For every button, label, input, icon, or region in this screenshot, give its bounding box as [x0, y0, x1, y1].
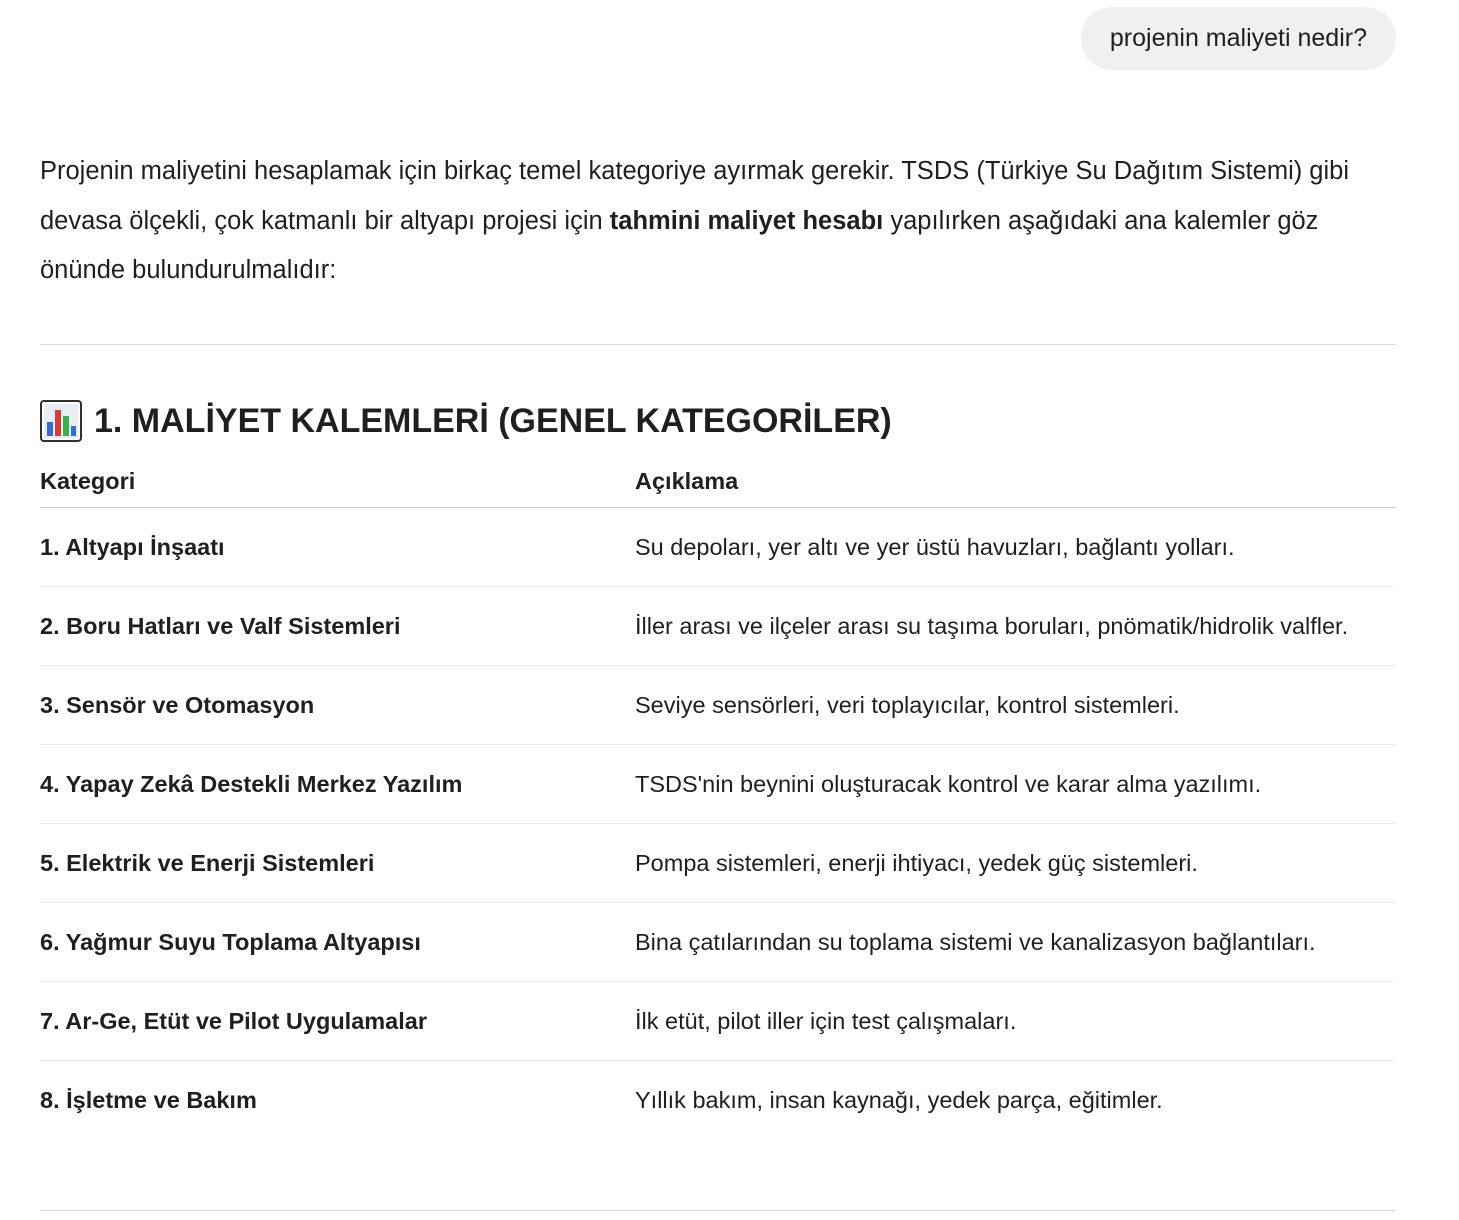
bar-chart-icon: [40, 400, 82, 442]
section-divider-bottom: [40, 1210, 1396, 1211]
section-divider-top: [40, 344, 1396, 345]
row-category: 2. Boru Hatları ve Valf Sistemleri: [40, 612, 401, 639]
cost-categories-table: [40, 456, 1396, 1139]
row-description: İller arası ve ilçeler arası su taşıma boruları, pnömatik/hidrolik valfler.: [635, 612, 1349, 639]
table-header: [40, 456, 1396, 508]
section-title: 1. MALİYET KALEMLERİ (GENEL KATEGORİLER): [94, 401, 892, 440]
row-description: TSDS'nin beynini oluşturacak kontrol ve karar alma yazılımı.: [635, 770, 1262, 797]
section-heading: [40, 396, 892, 446]
row-category: 6. Yağmur Suyu Toplama Altyapısı: [40, 928, 421, 955]
row-description: İlk etüt, pilot iller için test çalışmaları.: [635, 1007, 1017, 1034]
row-description: Yıllık bakım, insan kaynağı, yedek parça, eğitimler.: [635, 1086, 1163, 1113]
row-category: 1. Altyapı İnşaatı: [40, 533, 225, 560]
response-intro: [40, 147, 1396, 296]
table-row: [40, 508, 1396, 587]
row-category: 3. Sensör ve Otomasyon: [40, 691, 315, 718]
intro-text-part1: Projenin maliyetini hesaplamak için birkaç temel kategoriye ayırmak gerekir. TSDS (Türkiye Su Dağıtım Sistemi) gibi devasa ölçekli, çok katmanlı bir altyapı projesi için: [40, 157, 1350, 235]
intro-text-part2: yapılırken aşağıdaki ana kalemler göz önünde bulundurulmalıdır:: [40, 206, 1319, 284]
table-row: [40, 745, 1396, 824]
header-description: Açıklama: [635, 468, 739, 494]
table-row: [40, 587, 1396, 666]
user-message-row: [1081, 7, 1396, 70]
assistant-response: [40, 147, 1396, 296]
row-category: 7. Ar-Ge, Etüt ve Pilot Uygulamalar: [40, 1007, 427, 1034]
row-category: 8. İşletme ve Bakım: [40, 1086, 257, 1113]
row-description: Seviye sensörleri, veri toplayıcılar, kontrol sistemleri.: [635, 691, 1180, 718]
row-category: 4. Yapay Zekâ Destekli Merkez Yazılım: [40, 770, 463, 797]
row-description: Su depoları, yer altı ve yer üstü havuzları, bağlantı yolları.: [635, 533, 1235, 560]
intro-bold-text: tahmini maliyet hesabı: [609, 206, 884, 235]
table-row: [40, 1061, 1396, 1139]
row-description: Pompa sistemleri, enerji ihtiyacı, yedek güç sistemleri.: [635, 849, 1198, 876]
user-message-bubble: projenin maliyeti nedir?: [1081, 7, 1396, 70]
table-row: [40, 666, 1396, 745]
row-description: Bina çatılarından su toplama sistemi ve kanalizasyon bağlantıları.: [635, 928, 1316, 955]
table-row: [40, 824, 1396, 903]
row-category: 5. Elektrik ve Enerji Sistemleri: [40, 849, 375, 876]
table-row: [40, 982, 1396, 1061]
table-row: [40, 903, 1396, 982]
header-category: Kategori: [40, 468, 136, 494]
